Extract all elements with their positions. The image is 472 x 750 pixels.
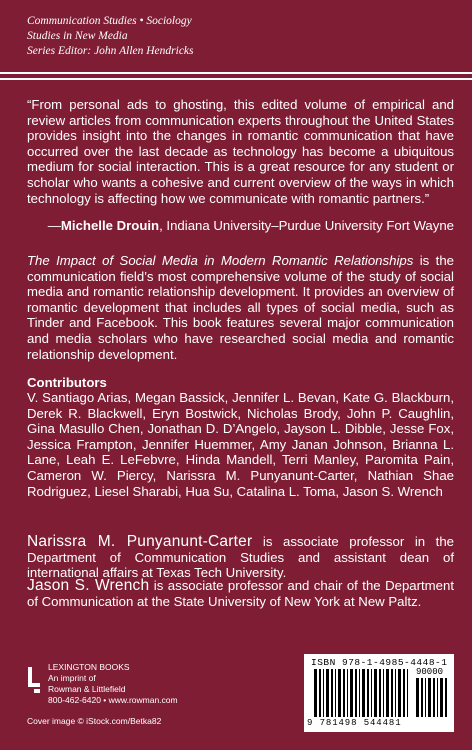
endorser-name: Michelle Drouin xyxy=(60,218,160,233)
barcode-bar xyxy=(335,669,336,717)
editor-bio-1 xyxy=(27,534,454,581)
barcode-bar xyxy=(314,669,317,717)
barcode-bar xyxy=(383,669,384,717)
barcode-digits: 9 781498 544481 xyxy=(307,718,402,728)
barcode-bar xyxy=(350,669,353,717)
book-title: The Impact of Social Media in Modern Romantic Relationships xyxy=(27,253,414,268)
barcode-bar xyxy=(437,678,438,717)
barcode-bar xyxy=(445,678,447,717)
barcode-bar xyxy=(391,669,393,717)
contributors-heading: Contributors xyxy=(27,375,107,390)
attribution-dash: — xyxy=(47,218,61,233)
barcode-bar xyxy=(398,669,401,717)
contributors-list: V. Santiago Arias, Megan Bassick, Jennifer L. Bevan, Kate G. Blackburn, Derek R. Blackwell, Eryn Bostwick, Nicholas Brody, John P. Caughlin, Gina Masullo Chen, Jonathan D. D’Angelo, Jayson L. Dibble, Jesse Fox, Jessica Frampton, Jennifer Huemmer, Amy Janan Johnson, Brianna L. Lane, Leah E. LeFebvre, Hinda Mandell, Terri Manley, Paromita Pain, Cameron W. Piercy, Narissra M. Punyanunt-Carter, Nathian Shae Rodriguez, Liesel Sharabi, Hua Su, Catalina L. Toma, Jason S. Wrench xyxy=(27,390,454,499)
barcode-bar xyxy=(331,669,333,717)
endorser-affiliation: , Indiana University–Purdue University Fort Wayne xyxy=(159,218,454,233)
publisher-logo-icon xyxy=(27,666,41,694)
barcode-bar xyxy=(359,669,360,717)
barcode-bar xyxy=(433,678,435,717)
barcode-bar xyxy=(326,669,329,717)
barcode-bar xyxy=(347,669,348,717)
editor-name-2: Jason S. Wrench xyxy=(27,577,150,594)
editor-bio-text-1: is associate professor in the Department of Communication Studies and assistant dean of international affairs at Texas Tech University. xyxy=(27,534,455,581)
barcode-bar xyxy=(428,678,431,717)
editor-bio-text-2: is associate professor and chair of the Department of Communication at the State University of New York at New Paltz. xyxy=(27,578,454,609)
ean-barcode xyxy=(314,669,410,717)
barcode-bar xyxy=(403,669,405,717)
series-title: Studies in New Media xyxy=(27,30,128,42)
publisher-contact: 800-462-6420 • www.rowman.com xyxy=(48,695,178,705)
divider-line-top xyxy=(0,72,472,74)
barcode-bar xyxy=(440,678,443,717)
barcode-bar xyxy=(379,669,381,717)
endorsement-attribution xyxy=(48,218,454,233)
divider-line-bottom xyxy=(0,78,472,80)
isbn-text: ISBN 978-1-4985-4448-1 xyxy=(311,657,448,668)
publisher-info xyxy=(48,662,178,706)
barcode-bar xyxy=(421,678,423,717)
series-info xyxy=(27,14,194,59)
barcode-bar xyxy=(343,669,345,717)
book-description xyxy=(27,253,454,362)
series-editor: Series Editor: John Allen Hendricks xyxy=(27,45,194,57)
series-subjects: Communication Studies • Sociology xyxy=(27,15,192,27)
barcode-bar xyxy=(338,669,341,717)
barcode-bar xyxy=(371,669,372,717)
barcode-bar xyxy=(386,669,389,717)
imprint-line-1: An imprint of xyxy=(48,673,96,683)
barcode-bar xyxy=(367,669,369,717)
barcode-bar xyxy=(416,678,419,717)
barcode-bar xyxy=(374,669,377,717)
barcode-bar xyxy=(407,669,408,717)
cover-image-credit: Cover image © iStock.com/Betka82 xyxy=(27,716,162,726)
barcode-bar xyxy=(362,669,365,717)
editor-bio-2 xyxy=(27,578,454,609)
barcode-bar xyxy=(395,669,396,717)
endorsement-quote: “From personal ads to ghosting, this edited volume of empirical and review articles from communication experts throughout the United States provides insight into the changes in romantic communication that have occurred over the last decade as technology has become a ubiquitous medium for social interaction. This is a great resource for any student or scholar who wants a cohesive and current overview of the ways in which technology is affecting how we communicate with romantic partners.” xyxy=(27,97,454,206)
addon-barcode xyxy=(416,678,450,717)
barcode-bar xyxy=(319,669,321,717)
imprint-line-2: Rowman & Littlefield xyxy=(48,684,126,694)
price-code: 90000 xyxy=(416,667,444,677)
barcode-bar xyxy=(355,669,357,717)
barcode-bar xyxy=(425,678,426,717)
description-text: is the communication field’s most comprehensive volume of the study of social media and romantic relationship development. It provides an overview of romantic development that includes all types of social media, such as Tinder and Facebook. This book features several major communication and media scholars who have researched social media and romantic relationship development. xyxy=(27,253,454,362)
barcode-panel xyxy=(304,654,454,732)
publisher-name: LEXINGTON BOOKS xyxy=(48,662,130,672)
editor-name-1: Narissra M. Punyanunt-Carter xyxy=(27,533,253,550)
barcode-bar xyxy=(323,669,324,717)
